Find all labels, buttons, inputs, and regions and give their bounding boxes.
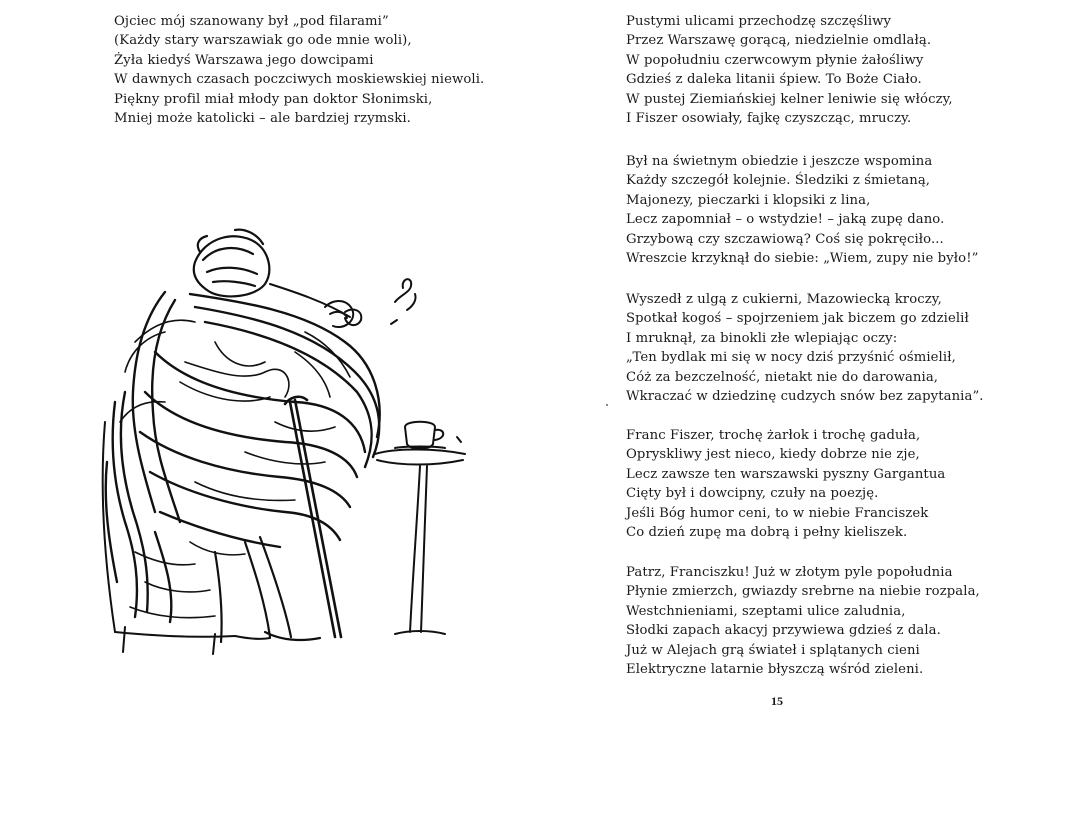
stanza-1: [626, 12, 953, 128]
verse-line: Patrz, Franciszku! Już w złotym pyle popołudnia: [626, 565, 953, 580]
verse-line: W dawnych czasach poczciwych moskiewskiej niewoli.: [114, 72, 485, 88]
verse-line: Wyszedł z ulgą z cukierni, Mazowiecką kroczy,: [626, 292, 942, 307]
gutter-mark: [606, 404, 608, 406]
verse-line: Płynie zmierzch, gwiazdy srebrne na niebie rozpala,: [626, 584, 980, 600]
verse-line: Wreszcie krzyknął do siebie: „Wiem, zupy nie było!”: [626, 251, 979, 267]
verse-line: Przez Warszawę gorącą, niedzielnie omdlałą.: [626, 33, 932, 49]
verse-line: Pustymi ulicami przechodzę szczęśliwy: [626, 14, 892, 29]
verse-line: Był na świetnym obiedzie i jeszcze wspomina: [626, 154, 933, 169]
verse-line: Wkraczać w dziedzinę cudzych snów bez zapytania”.: [626, 389, 984, 405]
verse-line: Każdy szczegół kolejnie. Śledziki z śmietaną,: [626, 173, 931, 189]
verse-line: Spotkał kogoś – spojrzeniem jak biczem go zdzielił: [626, 311, 969, 327]
verse-line: I Fiszer osowiały, fajkę czyszcząc, mruczy.: [626, 111, 912, 127]
verse-line: Westchnieniami, szeptami ulice zaludnia,: [626, 603, 906, 619]
verse-line: Ojciec mój szanowany był „pod filarami”: [114, 14, 389, 29]
left-stanza: [114, 12, 484, 128]
verse-line: I mruknął, za binokli złe wlepiając oczy:: [626, 330, 898, 346]
verse-line: Cięty był i dowcipny, czuły na poezję.: [626, 486, 879, 502]
verse-line: Żyła kiedyś Warszawa jego dowcipami: [114, 52, 374, 68]
verse-line: Lecz zawsze ten warszawski pyszny Gargantua: [626, 466, 946, 482]
verse-line: Jeśli Bóg humor ceni, to w niebie Franciszek: [626, 505, 929, 521]
verse-line: Elektryczne latarnie błyszczą wśród zieleni.: [626, 662, 924, 678]
verse-line: Majonezy, pieczarki i klopsiki z lina,: [626, 192, 871, 208]
verse-line: Lecz zapomniał – o wstydzie! – jaką zupę dano.: [626, 212, 945, 228]
verse-line: Słodki zapach akacyj przywiewa gdzieś z dala.: [626, 623, 941, 639]
verse-line: Co dzień zupę ma dobrą i pełny kieliszek.: [626, 525, 908, 541]
stanza-3: [626, 290, 984, 406]
verse-line: Franc Fiszer, trochę żarłok i trochę gaduła,: [626, 428, 921, 443]
verse-line: (Każdy stary warszawiak go ode mnie woli),: [114, 33, 412, 49]
verse-line: Grzybową czy szczawiową? Coś się pokręciło...: [626, 231, 944, 247]
verse-line: Opryskliwy jest nieco, kiedy dobrze nie zje,: [626, 447, 920, 463]
stanza-4: [626, 426, 945, 542]
verse-line: Gdzieś z daleka litanii śpiew. To Boże Ciało.: [626, 72, 922, 88]
verse-line: Cóż za bezczelność, nietakt nie do darowania,: [626, 369, 939, 385]
verse-line: „Ten bydlak mi się w nocy dziś przyśnić ośmielił,: [626, 350, 956, 366]
verse-line: Już w Alejach grą świateł i splątanych cieni: [626, 642, 920, 658]
verse-line: W popołudniu czerwcowym płynie żałośliwy: [626, 52, 924, 68]
page-number: 15: [771, 694, 783, 708]
stanza-2: [626, 152, 978, 268]
verse-line: Mniej może katolicki – ale bardziej rzymski.: [114, 111, 411, 127]
verse-line: Piękny profil miał młody pan doktor Słonimski,: [114, 91, 433, 107]
stanza-5: [626, 563, 980, 679]
verse-line: W pustej Ziemiańskiej kelner leniwie się włóczy,: [626, 91, 953, 107]
sketch-seated-man-with-cane-and-pipe-at-cafe-table-icon: [95, 222, 475, 667]
